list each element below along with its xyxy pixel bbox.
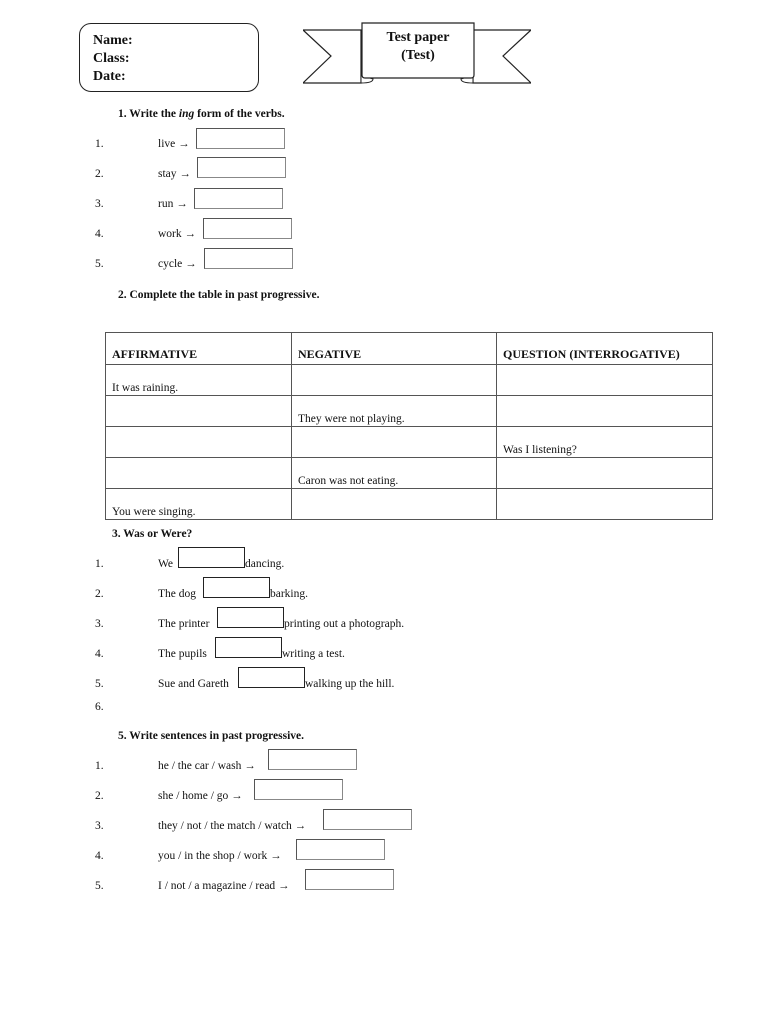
- table-cell[interactable]: [497, 396, 713, 427]
- table-cell[interactable]: [106, 427, 292, 458]
- verb-prompt: run →: [158, 198, 188, 210]
- was-were-box[interactable]: [238, 667, 305, 688]
- list-number: 5.: [95, 880, 104, 892]
- answer-box[interactable]: [268, 749, 357, 770]
- verb-prompt: cycle →: [158, 258, 197, 270]
- list-number: 1.: [95, 138, 104, 150]
- sentence-start: The dog: [158, 588, 197, 600]
- list-number: 4.: [95, 850, 104, 862]
- list-number: 1.: [95, 558, 104, 570]
- list-number: 6.: [95, 701, 104, 713]
- table-cell[interactable]: [497, 458, 713, 489]
- table-cell[interactable]: [106, 396, 292, 427]
- section1-heading-suffix: form of the verbs.: [194, 108, 285, 120]
- list-number: 4.: [95, 648, 104, 660]
- list-number: 2.: [95, 588, 104, 600]
- table-header-row: [106, 333, 713, 365]
- table-cell[interactable]: Caron was not eating.: [292, 458, 497, 489]
- section1-heading-em: ing: [178, 108, 195, 120]
- banner-title-line2: (Test): [401, 48, 435, 63]
- table-cell[interactable]: [292, 365, 497, 396]
- answer-box[interactable]: [254, 779, 343, 800]
- table-row: [106, 365, 713, 396]
- answer-box[interactable]: [203, 218, 292, 239]
- sentence-end: dancing.: [245, 558, 285, 570]
- section5-heading: 5. Write sentences in past progressive.: [118, 730, 305, 742]
- was-were-box[interactable]: [178, 547, 245, 568]
- table-row: [106, 489, 713, 520]
- date-label: Date:: [93, 69, 126, 84]
- verb-prompt: live →: [158, 138, 190, 150]
- section1-heading-prefix: 1. Write the: [118, 108, 179, 120]
- list-number: 5.: [95, 678, 104, 690]
- column-header-question: QUESTION (INTERROGATIVE): [497, 333, 713, 365]
- sentence-end: barking.: [270, 588, 309, 600]
- list-number: 1.: [95, 760, 104, 772]
- name-label: Name:: [93, 33, 133, 48]
- table-cell[interactable]: Was I listening?: [497, 427, 713, 458]
- sentence-prompt: they / not / the match / watch →: [158, 820, 307, 832]
- table-cell[interactable]: [497, 489, 713, 520]
- sentence-start: Sue and Gareth: [158, 678, 229, 690]
- student-info-box: [79, 23, 259, 92]
- table-cell[interactable]: It was raining.: [106, 365, 292, 396]
- sentence-prompt: you / in the shop / work →: [158, 850, 282, 862]
- list-number: 4.: [95, 228, 104, 240]
- table-cell[interactable]: [292, 489, 497, 520]
- list-number: 3.: [95, 820, 104, 832]
- was-were-box[interactable]: [217, 607, 284, 628]
- sentence-prompt: he / the car / wash →: [158, 760, 256, 772]
- table-cell[interactable]: [497, 365, 713, 396]
- column-header-negative: NEGATIVE: [292, 333, 497, 365]
- verb-prompt: work →: [158, 228, 197, 240]
- answer-box[interactable]: [197, 157, 286, 178]
- section1-heading: [118, 108, 285, 120]
- answer-box[interactable]: [194, 188, 283, 209]
- table-cell[interactable]: You were singing.: [106, 489, 292, 520]
- sentence-end: writing a test.: [282, 648, 345, 660]
- sentence-start: The pupils: [158, 648, 207, 660]
- table-row: [106, 427, 713, 458]
- past-progressive-table: [105, 332, 713, 520]
- was-were-box[interactable]: [215, 637, 282, 658]
- banner-title: [362, 29, 474, 65]
- table-row: [106, 458, 713, 489]
- list-number: 5.: [95, 258, 104, 270]
- sentence-start: We: [158, 558, 174, 570]
- list-number: 2.: [95, 790, 104, 802]
- answer-box[interactable]: [305, 869, 394, 890]
- section2-heading: 2. Complete the table in past progressive.: [118, 289, 320, 301]
- sentence-end: printing out a photograph.: [284, 618, 405, 630]
- sentence-prompt: I / not / a magazine / read →: [158, 880, 290, 892]
- answer-box[interactable]: [196, 128, 285, 149]
- table-row: [106, 396, 713, 427]
- sentence-prompt: she / home / go →: [158, 790, 243, 802]
- answer-box[interactable]: [296, 839, 385, 860]
- column-header-affirmative: AFFIRMATIVE: [106, 333, 292, 365]
- list-number: 3.: [95, 618, 104, 630]
- class-label: Class:: [93, 51, 130, 66]
- list-number: 2.: [95, 168, 104, 180]
- answer-box[interactable]: [204, 248, 293, 269]
- section3-heading: 3. Was or Were?: [112, 528, 193, 540]
- verb-prompt: stay →: [158, 168, 191, 180]
- sentence-start: The printer: [158, 618, 210, 630]
- table-cell[interactable]: They were not playing.: [292, 396, 497, 427]
- sentence-end: walking up the hill.: [305, 678, 395, 690]
- banner-title-line1: Test paper: [386, 30, 450, 45]
- was-were-box[interactable]: [203, 577, 270, 598]
- answer-box[interactable]: [323, 809, 412, 830]
- list-number: 3.: [95, 198, 104, 210]
- table-cell[interactable]: [292, 427, 497, 458]
- table-cell[interactable]: [106, 458, 292, 489]
